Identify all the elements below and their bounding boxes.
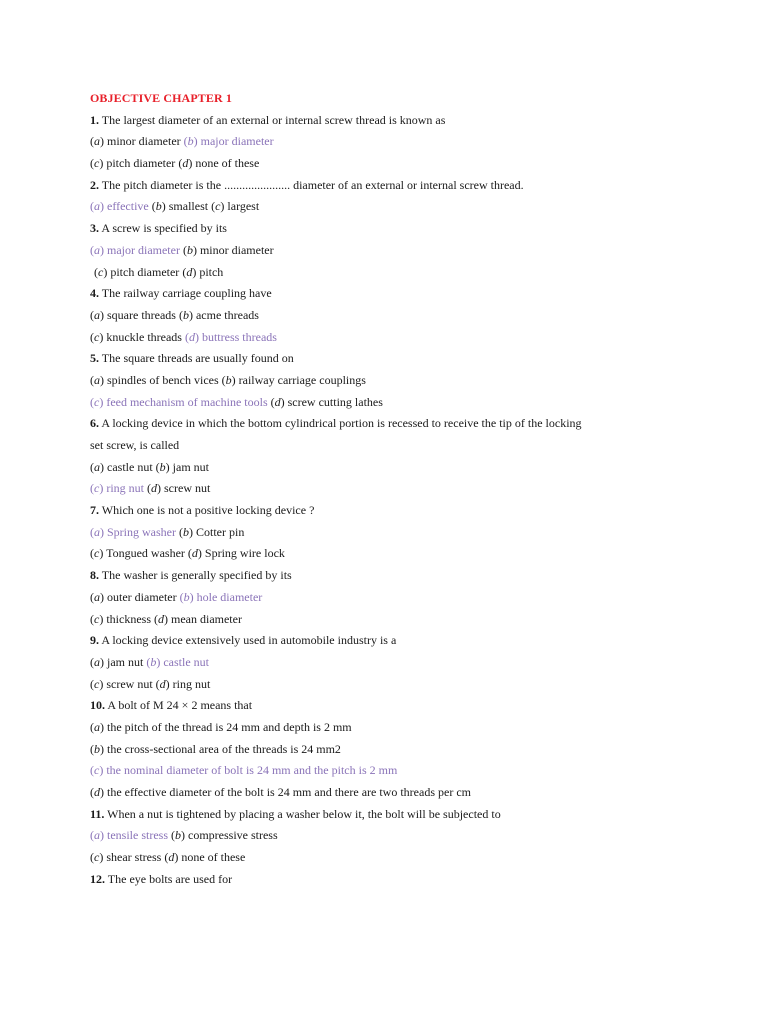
option-letter: d bbox=[151, 481, 157, 496]
question-number: 7. bbox=[90, 503, 99, 518]
option: (c) screw nut bbox=[90, 676, 153, 691]
options-line bbox=[90, 131, 730, 153]
option-letter: a bbox=[94, 719, 100, 734]
question-text: A locking device in which the bottom cylindrical portion is recessed to receive the tip of the locking bbox=[99, 416, 582, 431]
option-letter: d bbox=[182, 156, 189, 171]
option-text: tensile stress bbox=[104, 828, 168, 843]
options-line bbox=[90, 587, 730, 609]
question-number: 6. bbox=[90, 416, 99, 431]
document-content bbox=[90, 88, 730, 890]
option: (a) minor diameter bbox=[90, 134, 181, 149]
option: (d) screw cutting lathes bbox=[270, 394, 383, 409]
text-line bbox=[90, 435, 730, 457]
option-letter: d bbox=[158, 611, 164, 626]
options-line bbox=[90, 739, 730, 761]
question-line bbox=[90, 565, 730, 587]
option-text: screw cutting lathes bbox=[284, 394, 383, 409]
option-text: mean diameter bbox=[168, 611, 242, 626]
option-text: pitch diameter bbox=[103, 156, 176, 171]
option-text: compressive stress bbox=[185, 828, 278, 843]
question-line bbox=[90, 630, 730, 652]
options-line bbox=[90, 825, 730, 847]
option-text: none of these bbox=[178, 850, 246, 865]
answer-option: (c) feed mechanism of machine tools bbox=[90, 394, 268, 409]
question-text: The pitch diameter is the ...................... diameter of an external or internal screw thread. bbox=[99, 177, 524, 192]
option-letter: d bbox=[191, 546, 198, 561]
option-text: major diameter bbox=[197, 134, 274, 149]
option-text: acme threads bbox=[192, 307, 259, 322]
option-text: ring nut bbox=[169, 676, 211, 691]
option-letter: a bbox=[94, 242, 100, 257]
option-letter: a bbox=[94, 199, 100, 214]
answer-option: (a) effective bbox=[90, 199, 149, 214]
option-letter: a bbox=[94, 307, 100, 322]
options-line bbox=[90, 522, 730, 544]
options-line bbox=[90, 196, 730, 218]
option: (d) mean diameter bbox=[154, 611, 242, 626]
option-text: screw nut bbox=[161, 481, 211, 496]
answer-option: (a) Spring washer bbox=[90, 524, 176, 539]
option: (c) largest bbox=[211, 199, 260, 214]
option-text: square threads bbox=[104, 307, 176, 322]
option-letter: c bbox=[94, 329, 100, 344]
option-letter: a bbox=[94, 459, 100, 474]
option: (d) pitch bbox=[182, 264, 224, 279]
question-text: The washer is generally specified by its bbox=[99, 568, 292, 583]
option: (c) thickness bbox=[90, 611, 151, 626]
option: (b) acme threads bbox=[178, 307, 259, 322]
option-letter: a bbox=[94, 372, 100, 387]
question-line bbox=[90, 413, 730, 435]
option-text: knuckle threads bbox=[103, 329, 182, 344]
answer-option: (a) tensile stress bbox=[90, 828, 168, 843]
question-number: 3. bbox=[90, 221, 99, 236]
question-text: The square threads are usually found on bbox=[99, 351, 294, 366]
option-letter: b bbox=[187, 134, 194, 149]
option: (d) none of these bbox=[178, 156, 260, 171]
question-text: The largest diameter of an external or internal screw thread is known as bbox=[99, 112, 446, 127]
question-text: The eye bolts are used for bbox=[105, 871, 233, 886]
option: (b) smallest bbox=[151, 199, 209, 214]
option-letter: c bbox=[94, 676, 100, 691]
options-line bbox=[90, 478, 730, 500]
option: (c) pitch diameter bbox=[94, 264, 180, 279]
option-text: largest bbox=[224, 199, 260, 214]
option-letter: c bbox=[98, 264, 104, 279]
answer-option: (b) castle nut bbox=[146, 654, 209, 669]
question-text: A locking device extensively used in automobile industry is a bbox=[99, 633, 397, 648]
option-letter: b bbox=[159, 459, 166, 474]
chapter-heading: OBJECTIVE CHAPTER 1 bbox=[90, 91, 232, 105]
option-text: effective bbox=[104, 199, 149, 214]
option-letter: c bbox=[94, 763, 100, 778]
option-text: thickness bbox=[103, 611, 151, 626]
option: (d) none of these bbox=[164, 850, 246, 865]
option: (a) outer diameter bbox=[90, 589, 177, 604]
option-letter: b bbox=[225, 372, 232, 387]
option-text: railway carriage couplings bbox=[235, 372, 366, 387]
option: (c) knuckle threads bbox=[90, 329, 182, 344]
answer-option: (a) major diameter bbox=[90, 242, 180, 257]
option-text: the effective diameter of the bolt is 24 mm and there are two threads per cm bbox=[104, 785, 471, 799]
option-text: screw nut bbox=[103, 676, 153, 691]
option-letter: c bbox=[94, 481, 100, 496]
option-text: the cross-sectional area of the threads is 24 mm2 bbox=[104, 741, 341, 756]
option-letter: b bbox=[183, 589, 190, 604]
options-line bbox=[90, 760, 730, 782]
question-line bbox=[90, 175, 730, 197]
option-letter: b bbox=[150, 654, 157, 669]
option-text: jam nut bbox=[169, 459, 209, 474]
option-text: Tongued washer bbox=[103, 546, 185, 561]
answer-option: (b) hole diameter bbox=[179, 589, 263, 604]
option-letter: c bbox=[215, 199, 221, 214]
question-number: 2. bbox=[90, 177, 99, 192]
question-text: The railway carriage coupling have bbox=[99, 286, 272, 301]
option-letter: a bbox=[94, 134, 100, 149]
option-text: buttress threads bbox=[198, 329, 277, 344]
question-line bbox=[90, 348, 730, 370]
options-line bbox=[90, 327, 730, 349]
option: (b) Cotter pin bbox=[179, 524, 245, 539]
option-letter: b bbox=[186, 242, 193, 257]
options-line bbox=[90, 652, 730, 674]
options-line bbox=[90, 609, 730, 631]
question-number: 8. bbox=[90, 568, 99, 583]
option: (a) jam nut bbox=[90, 654, 144, 669]
options-line bbox=[90, 240, 730, 262]
option-letter: c bbox=[94, 850, 100, 865]
option-letter: d bbox=[274, 394, 281, 409]
option-text: hole diameter bbox=[193, 589, 263, 604]
option-letter: d bbox=[159, 676, 166, 691]
options-line bbox=[90, 370, 730, 392]
option-text: shear stress bbox=[103, 850, 162, 865]
question-text: Which one is not a positive locking device ? bbox=[99, 503, 315, 518]
options-line bbox=[90, 717, 730, 739]
question-line bbox=[90, 218, 730, 240]
options-line bbox=[90, 305, 730, 327]
question-list bbox=[90, 110, 730, 891]
options-line bbox=[90, 847, 730, 869]
option-text: the pitch of the thread is 24 mm and depth is 2 mm bbox=[104, 719, 352, 734]
question-number: 12. bbox=[90, 871, 105, 886]
option: (c) pitch diameter bbox=[90, 156, 176, 171]
options-line bbox=[90, 392, 730, 414]
question-line bbox=[90, 804, 730, 826]
option-text: minor diameter bbox=[196, 242, 274, 257]
question-text: set screw, is called bbox=[90, 438, 180, 452]
option: (b) railway carriage couplings bbox=[221, 372, 366, 387]
option-text: pitch bbox=[196, 264, 224, 279]
question-number: 5. bbox=[90, 351, 99, 366]
answer-option: (c) the nominal diameter of bolt is 24 mm and the pitch is 2 mm bbox=[90, 763, 398, 778]
option: (d) ring nut bbox=[155, 676, 211, 691]
options-line bbox=[90, 262, 730, 284]
option: (a) castle nut bbox=[90, 459, 153, 474]
option-text: smallest bbox=[165, 199, 209, 214]
question-text: When a nut is tightened by placing a washer below it, the bolt will be subjected to bbox=[104, 806, 501, 821]
option-text: the nominal diameter of bolt is 24 mm and the pitch is 2 mm bbox=[103, 763, 398, 778]
question-text: A bolt of M 24 × 2 means that bbox=[105, 698, 253, 713]
option-text: Cotter pin bbox=[193, 524, 245, 539]
option: (d) the effective diameter of the bolt is 24 mm and there are two threads per cm bbox=[90, 785, 471, 799]
option: (c) shear stress bbox=[90, 850, 162, 865]
option-letter: d bbox=[94, 785, 100, 799]
question-line bbox=[90, 283, 730, 305]
options-line bbox=[90, 457, 730, 479]
option-text: ring nut bbox=[103, 481, 144, 496]
option: (d) screw nut bbox=[147, 481, 211, 496]
option-text: none of these bbox=[192, 156, 260, 171]
option-text: castle nut bbox=[104, 459, 153, 474]
question-number: 11. bbox=[90, 806, 105, 821]
option: (b) the cross-sectional area of the threads is 24 mm2 bbox=[90, 741, 341, 756]
option-letter: b bbox=[175, 828, 181, 843]
option-letter: a bbox=[94, 589, 100, 604]
options-line bbox=[90, 782, 730, 804]
option-letter: d bbox=[186, 264, 193, 279]
option: (d) Spring wire lock bbox=[187, 546, 285, 561]
options-line bbox=[90, 674, 730, 696]
option-text: major diameter bbox=[104, 242, 180, 257]
option-letter: c bbox=[94, 156, 100, 171]
answer-option: (c) ring nut bbox=[90, 481, 144, 496]
option-letter: a bbox=[94, 828, 100, 843]
question-line bbox=[90, 869, 730, 891]
question-number: 10. bbox=[90, 698, 105, 713]
option-text: pitch diameter bbox=[107, 264, 180, 279]
question-line bbox=[90, 695, 730, 717]
option-letter: a bbox=[94, 654, 100, 669]
option-text: minor diameter bbox=[104, 134, 181, 149]
options-line bbox=[90, 543, 730, 565]
question-number: 4. bbox=[90, 286, 99, 301]
option-text: feed mechanism of machine tools bbox=[103, 394, 268, 409]
question-number: 9. bbox=[90, 633, 99, 648]
option-letter: b bbox=[183, 524, 189, 539]
option: (c) Tongued washer bbox=[90, 546, 185, 561]
option-letter: b bbox=[182, 307, 189, 322]
option: (b) compressive stress bbox=[171, 828, 278, 843]
option-text: jam nut bbox=[104, 654, 144, 669]
option-letter: c bbox=[94, 546, 100, 561]
option-letter: c bbox=[94, 611, 100, 626]
option-text: spindles of bench vices bbox=[104, 372, 219, 387]
options-line bbox=[90, 153, 730, 175]
answer-option: (d) buttress threads bbox=[184, 329, 277, 344]
option: (a) spindles of bench vices bbox=[90, 372, 219, 387]
question-text: A screw is specified by its bbox=[99, 221, 227, 236]
question-line bbox=[90, 500, 730, 522]
option-letter: a bbox=[94, 524, 100, 539]
option: (b) minor diameter bbox=[182, 242, 274, 257]
option: (b) jam nut bbox=[155, 459, 209, 474]
question-number: 1. bbox=[90, 112, 99, 127]
option-text: outer diameter bbox=[104, 589, 177, 604]
option-letter: d bbox=[168, 850, 175, 865]
option-letter: c bbox=[94, 394, 100, 409]
option-letter: d bbox=[188, 329, 195, 344]
question-line bbox=[90, 110, 730, 132]
option: (a) square threads bbox=[90, 307, 176, 322]
option-text: Spring wire lock bbox=[201, 546, 285, 561]
option-letter: b bbox=[94, 741, 100, 756]
option-letter: b bbox=[155, 199, 162, 214]
option-text: Spring washer bbox=[104, 524, 176, 539]
option: (a) the pitch of the thread is 24 mm and depth is 2 mm bbox=[90, 719, 352, 734]
answer-option: (b) major diameter bbox=[183, 134, 274, 149]
option-text: castle nut bbox=[160, 654, 209, 669]
